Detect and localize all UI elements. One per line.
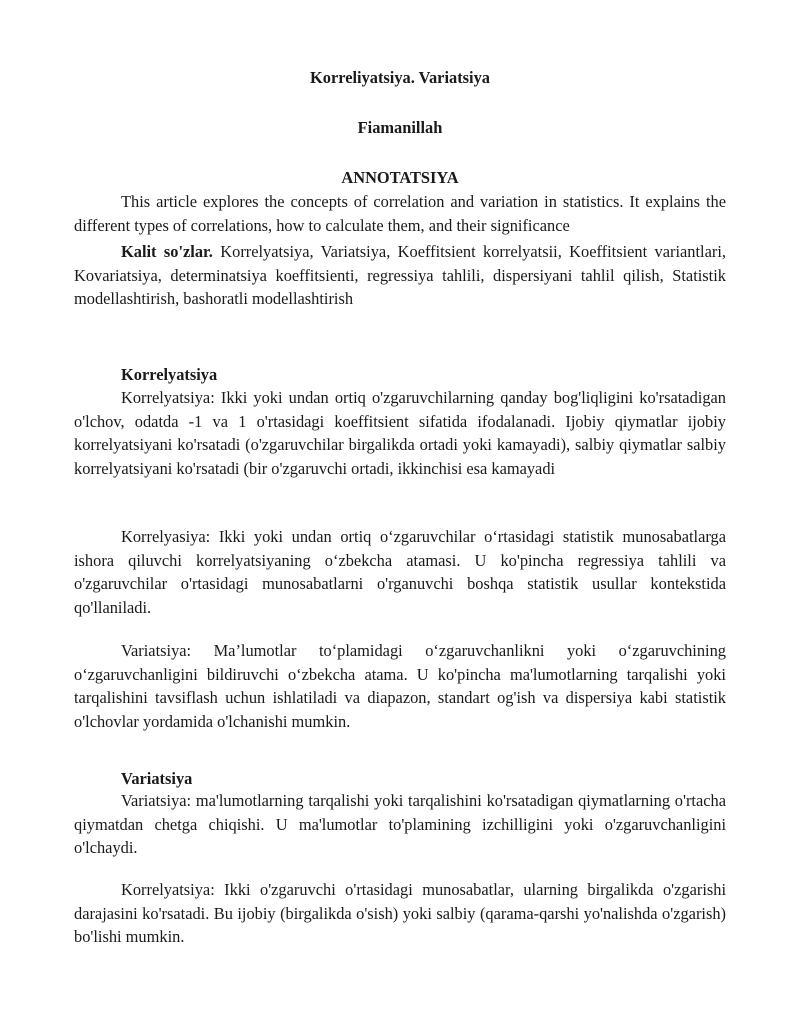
- keywords-paragraph: [74, 240, 726, 311]
- paragraph-text: Korrelyatsiya: Ikki o'zgaruvchi o'rtasidagi munosabatlar, ularning birgalikda o'zgarishi darajasini ko'rsatadi. Bu ijobiy (birgalikda o'sish) yoki salbiy (qarama-qarshi yo'nalishda o'zgarish) bo'lishi mumkin.: [74, 880, 726, 946]
- paragraph-text: Korrelyasiya: Ikki yoki undan ortiq o‘zgaruvchilar o‘rtasidagi statistik munosabatlarga ishora qiluvchi korrelyatsiyaning o‘zbekcha atamasi. U ko'pincha regressiya tahlili va o'zgaruvchilar o'rtasidagi munosabatlarni o'rganuvchi boshqa statistik usullar kontekstida qo'llaniladi.: [74, 527, 726, 617]
- annotation-heading: ANNOTATSIYA: [341, 168, 459, 187]
- section-paragraph: [74, 386, 726, 480]
- keywords-list: Korrelyatsiya, Variatsiya, Koeffitsient korrelyatsii, Koeffitsient variantlari, Kovariatsiya, determinatsiya koeffitsienti, regressiya tahlili, dispersiyani tahlil qilish, Statistik modellashtirish, bashoratli modellashtirish: [74, 242, 726, 308]
- author-name: Fiamanillah: [357, 118, 443, 137]
- section-paragraph: [74, 789, 726, 860]
- abstract-block: [74, 190, 726, 237]
- keywords-label: Kalit so'zlar.: [121, 242, 213, 261]
- section-paragraph: [74, 525, 726, 619]
- paragraph-text: Variatsiya: Ma’lumotlar to‘plamidagi o‘zgaruvchanlikni yoki o‘zgaruvchining o‘zgaruvchanligini bildiruvchi o‘zbekcha atama. U ko'pincha ma'lumotlarning tarqalishi yoki tarqalishini tavsiflash uchun ishlatiladi va diapazon, standart og'ish va dispersiya kabi statistik o'lchovlar yordamida o'lchanishi mumkin.: [74, 641, 726, 731]
- section-paragraph: [74, 878, 726, 949]
- keywords-block: [74, 240, 726, 311]
- section-paragraph: [74, 639, 726, 733]
- document-title: Korreliyatsiya. Variatsiya: [310, 68, 490, 87]
- paragraph-text: Variatsiya: ma'lumotlarning tarqalishi yoki tarqalishini ko'rsatadigan qiymatlarning o'rtacha qiymatdan chetga chiqishi. U ma'lumotlar to'plamining izchilligini yoki o'zgaruvchanligini o'lchaydi.: [74, 791, 726, 857]
- paragraph-text: Korrelyatsiya: Ikki yoki undan ortiq o'zgaruvchilarning qanday bog'liqligini ko'rsatadigan o'lchov, odatda -1 va 1 o'rtasidagi koeffitsient sifatida ifodalanadi. Ijobiy qiymatlar ijobiy korrelyatsiyani ko'rsatadi (o'zgaruvchilar birgalikda ortadi yoki kamayadi), salbiy qiymatlar salbiy korrelyatsiyani ko'rsatadi (bir o'zgaruvchi ortadi, ikkinchisi esa kamayadi: [74, 388, 726, 478]
- section-heading-variatsiya: Variatsiya: [121, 769, 193, 788]
- section-heading-korrelyatsiya: Korrelyatsiya: [121, 365, 218, 384]
- abstract-paragraph: This article explores the concepts of correlation and variation in statistics. It explains the different types of correlations, how to calculate them, and their significance: [74, 192, 726, 235]
